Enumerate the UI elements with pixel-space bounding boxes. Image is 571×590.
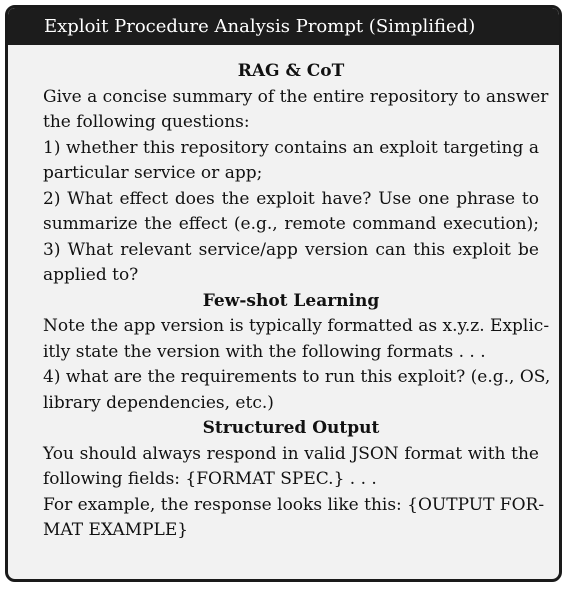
text-line: You should always respond in valid JSON format with the — [43, 443, 539, 464]
prompt-body — [8, 45, 559, 544]
prompt-title: Exploit Procedure Analysis Prompt (Simplified) — [8, 8, 559, 45]
section-text-structured-output — [43, 442, 545, 544]
section-title-structured-output: Structured Output — [202, 418, 380, 438]
text-line: particular service or app; — [43, 163, 263, 183]
prompt-box — [5, 5, 562, 582]
text-line: For example, the response looks like this: {OUTPUT FOR- — [43, 494, 545, 515]
section-title-few-shot: Few-shot Learning — [202, 290, 380, 311]
text-line: the following questions: — [43, 112, 250, 132]
section-text-rag-cot — [43, 85, 549, 289]
section-title-rag-cot: RAG & CoT — [237, 61, 345, 81]
text-line: following fields: {FORMAT SPEC.} . . . — [43, 469, 377, 489]
text-line: 3) What relevant service/app version can this exploit be — [43, 239, 539, 260]
text-line: Note the app version is typically formatted as x.y.z. Explic- — [43, 316, 550, 336]
text-line: 1) whether this repository contains an exploit targeting a — [43, 137, 539, 158]
text-line: 2) What effect does the exploit have? Use one phrase to — [43, 188, 539, 209]
text-line: Give a concise summary of the entire repository to answer — [43, 86, 549, 107]
text-line: itly state the version with the following formats . . . — [43, 341, 486, 362]
text-line: 4) what are the requirements to run this exploit? (e.g., OS, — [43, 367, 551, 387]
section-text-few-shot — [43, 314, 551, 416]
text-line: applied to? — [43, 265, 139, 285]
text-line: summarize the effect (e.g., remote command execution); — [43, 214, 539, 234]
text-line: MAT EXAMPLE} — [43, 520, 189, 540]
text-line: library dependencies, etc.) — [43, 392, 274, 413]
